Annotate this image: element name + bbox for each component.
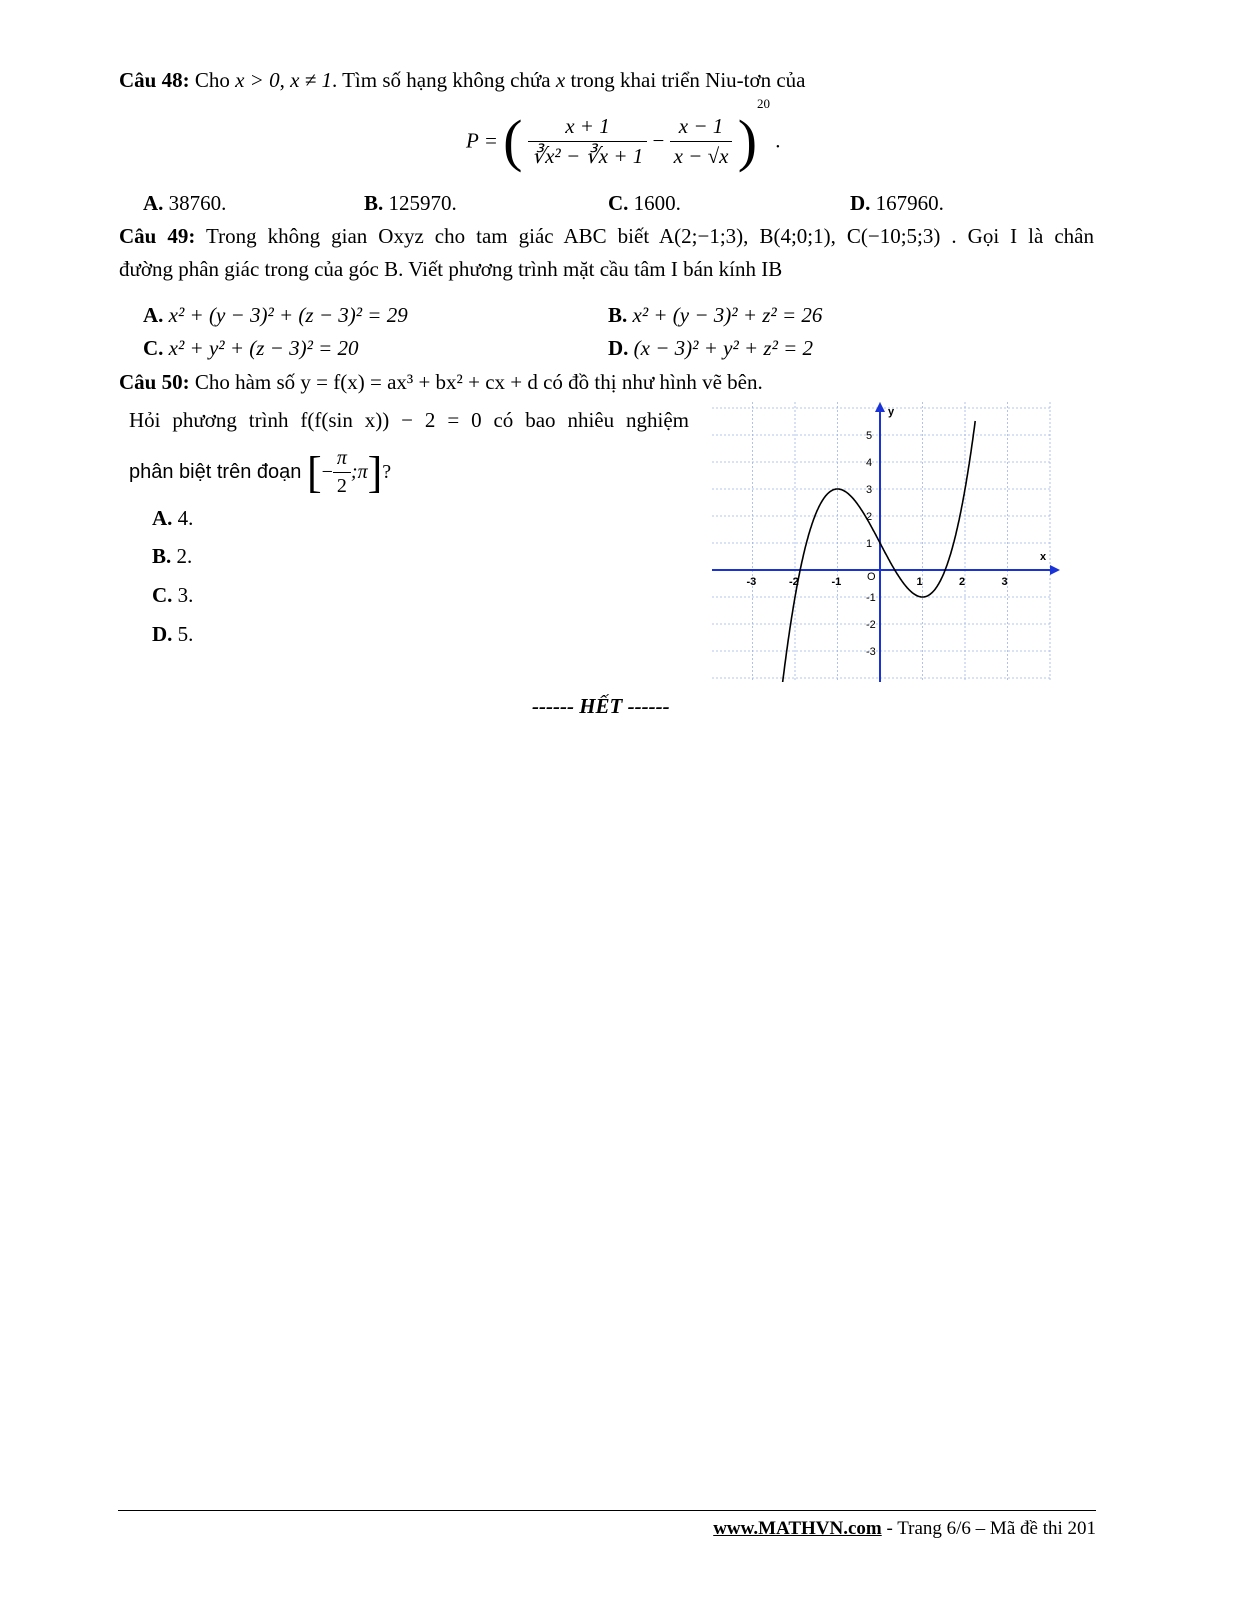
q49-option-b[interactable] bbox=[608, 303, 822, 328]
q50-line2: Hỏi phương trình f(f(sin x)) − 2 = 0 có bao nhiêu nghiệm bbox=[129, 408, 689, 432]
q49-option-c[interactable] bbox=[143, 336, 359, 361]
y-tick-label: 2 bbox=[866, 511, 873, 523]
q48-option-d[interactable] bbox=[850, 191, 944, 216]
q49-label: Câu 49: bbox=[119, 224, 196, 248]
footer-site-link[interactable]: www.MATHVN.com bbox=[713, 1518, 882, 1539]
q50-line3-text: phân biệt trên đoạn bbox=[129, 461, 302, 483]
q48-frac1 bbox=[528, 114, 648, 169]
q49-option-c-value: x² + y² + (z − 3)² = 20 bbox=[168, 336, 359, 360]
left-bracket: [ bbox=[306, 448, 322, 497]
q49-option-d[interactable] bbox=[608, 336, 813, 361]
q49-line1-text: Trong không gian Oxyz cho tam giác ABC biết A(2;−1;3), B(4;0;1), C(−10;5;3) . Gọi I là chân bbox=[206, 224, 1094, 248]
q49-line1 bbox=[119, 224, 1094, 249]
q48-minus: − bbox=[652, 128, 665, 153]
footer-page-info: - Trang 6/6 – Mã đề thi 201 bbox=[881, 1518, 1096, 1539]
q50-question-mark: ? bbox=[382, 461, 392, 483]
q48-frac1-den: ∛x² − ∛x + 1 bbox=[528, 141, 648, 169]
q48-formula-lhs: P = bbox=[466, 128, 498, 153]
q48-text-b: . Tìm số hạng không chứa bbox=[331, 68, 551, 92]
cubic-graph bbox=[712, 402, 1060, 682]
y-tick-label: 3 bbox=[866, 484, 873, 496]
q48-option-a[interactable] bbox=[143, 191, 226, 216]
q50-option-a-value: 4. bbox=[177, 506, 194, 530]
q49-option-a-label: A. bbox=[143, 303, 164, 327]
x-tick-label: 3 bbox=[1001, 576, 1008, 588]
q48-option-b-value: 125970. bbox=[388, 191, 457, 215]
q48-option-b[interactable] bbox=[364, 191, 457, 216]
q50-option-b-label: B. bbox=[152, 544, 172, 568]
q48-var: x bbox=[555, 68, 566, 92]
q50-option-d[interactable] bbox=[152, 622, 193, 647]
q49-line2: đường phân giác trong của góc B. Viết phương trình mặt cầu tâm I bán kính IB bbox=[119, 257, 783, 281]
y-axis-arrow bbox=[875, 402, 885, 412]
q48-option-d-label: D. bbox=[850, 191, 871, 215]
q48-option-c[interactable] bbox=[608, 191, 681, 216]
q48-option-d-value: 167960. bbox=[875, 191, 944, 215]
y-tick-labels bbox=[866, 430, 876, 658]
q49-option-b-value: x² + (y − 3)² + z² = 26 bbox=[632, 303, 823, 327]
q50-option-d-value: 5. bbox=[177, 622, 194, 646]
q48-option-b-label: B. bbox=[364, 191, 384, 215]
q49-option-b-label: B. bbox=[608, 303, 628, 327]
x-tick-label: -1 bbox=[831, 576, 842, 588]
right-bracket: ] bbox=[367, 448, 383, 497]
q50-option-b-value: 2. bbox=[176, 544, 193, 568]
q49-option-a[interactable] bbox=[143, 303, 408, 328]
q48-option-a-label: A. bbox=[143, 191, 164, 215]
q48-frac2-num: x − 1 bbox=[678, 113, 724, 138]
x-axis-label: x bbox=[1040, 551, 1047, 563]
q48-option-c-value: 1600. bbox=[633, 191, 681, 215]
q50-interval-frac bbox=[333, 447, 351, 498]
q50-option-c-value: 3. bbox=[177, 583, 194, 607]
q50-option-a-label: A. bbox=[152, 506, 173, 530]
q50-interval-pi: π bbox=[336, 447, 347, 469]
y-tick-label: 4 bbox=[866, 457, 873, 469]
y-tick-label: 1 bbox=[866, 538, 873, 550]
y-tick-label: -2 bbox=[866, 619, 876, 631]
q48-label: Câu 48: bbox=[119, 68, 190, 92]
origin-label: O bbox=[867, 571, 876, 583]
y-axis-label: y bbox=[888, 406, 895, 418]
q50-label: Câu 50: bbox=[119, 370, 190, 394]
q48-formula bbox=[466, 96, 781, 174]
cubic-curve bbox=[782, 421, 975, 682]
q48-line1: Câu 48: Cho x > 0, x ≠ 1. Tìm số hạng không chứa x trong khai triển Niu-tơn của bbox=[119, 68, 806, 92]
q49-option-c-label: C. bbox=[143, 336, 164, 360]
q48-frac1-num: x + 1 bbox=[565, 113, 610, 138]
q50-line1 bbox=[119, 370, 763, 395]
footer bbox=[713, 1518, 1096, 1540]
y-tick-label: 5 bbox=[866, 430, 873, 442]
footer-divider bbox=[118, 1510, 1096, 1511]
y-tick-label: -1 bbox=[866, 592, 876, 604]
q50-option-c-label: C. bbox=[152, 583, 173, 607]
q48-frac2 bbox=[670, 114, 733, 169]
x-tick-label: -3 bbox=[746, 576, 757, 588]
y-tick-label: -3 bbox=[866, 646, 876, 658]
x-tick-label: 1 bbox=[916, 576, 923, 588]
x-tick-label: 2 bbox=[959, 576, 966, 588]
q50-option-d-label: D. bbox=[152, 622, 173, 646]
q48-frac2-den: x − √x bbox=[670, 141, 733, 169]
q50-interval-two: 2 bbox=[333, 472, 351, 498]
q48-period: . bbox=[775, 128, 781, 153]
q50-line1-text: Cho hàm số y = f(x) = ax³ + bx² + cx + d có đồ thị như hình vẽ bên. bbox=[194, 370, 763, 394]
q50-interval-minus: − bbox=[321, 461, 333, 483]
q50-option-c[interactable] bbox=[152, 583, 193, 608]
q49-option-d-value: (x − 3)² + y² + z² = 2 bbox=[633, 336, 814, 360]
q50-option-a[interactable] bbox=[152, 506, 193, 531]
q50-interval-rest: ;π bbox=[350, 461, 368, 483]
x-tick-labels bbox=[747, 576, 1008, 588]
end-text: ------ HẾT ------ bbox=[532, 694, 670, 718]
q48-text-c: trong khai triển Niu-tơn của bbox=[570, 68, 806, 92]
q48-option-c-label: C. bbox=[608, 191, 629, 215]
q48-cond1: x > 0 bbox=[235, 68, 280, 92]
graph-grid bbox=[712, 402, 1052, 682]
q50-option-b[interactable] bbox=[152, 544, 192, 569]
x-tick-label: -2 bbox=[789, 576, 799, 588]
left-paren: ( bbox=[503, 108, 523, 174]
q48-text-a: Cho bbox=[194, 68, 230, 92]
q48-power: 20 bbox=[757, 96, 771, 111]
q48-cond2: x ≠ 1 bbox=[290, 68, 332, 92]
q49-option-d-label: D. bbox=[608, 336, 629, 360]
q48-option-a-value: 38760. bbox=[168, 191, 227, 215]
q50-line3 bbox=[129, 447, 391, 498]
right-paren: ) bbox=[737, 108, 758, 174]
x-axis-arrow bbox=[1050, 565, 1060, 575]
q49-option-a-value: x² + (y − 3)² + (z − 3)² = 29 bbox=[168, 303, 408, 327]
